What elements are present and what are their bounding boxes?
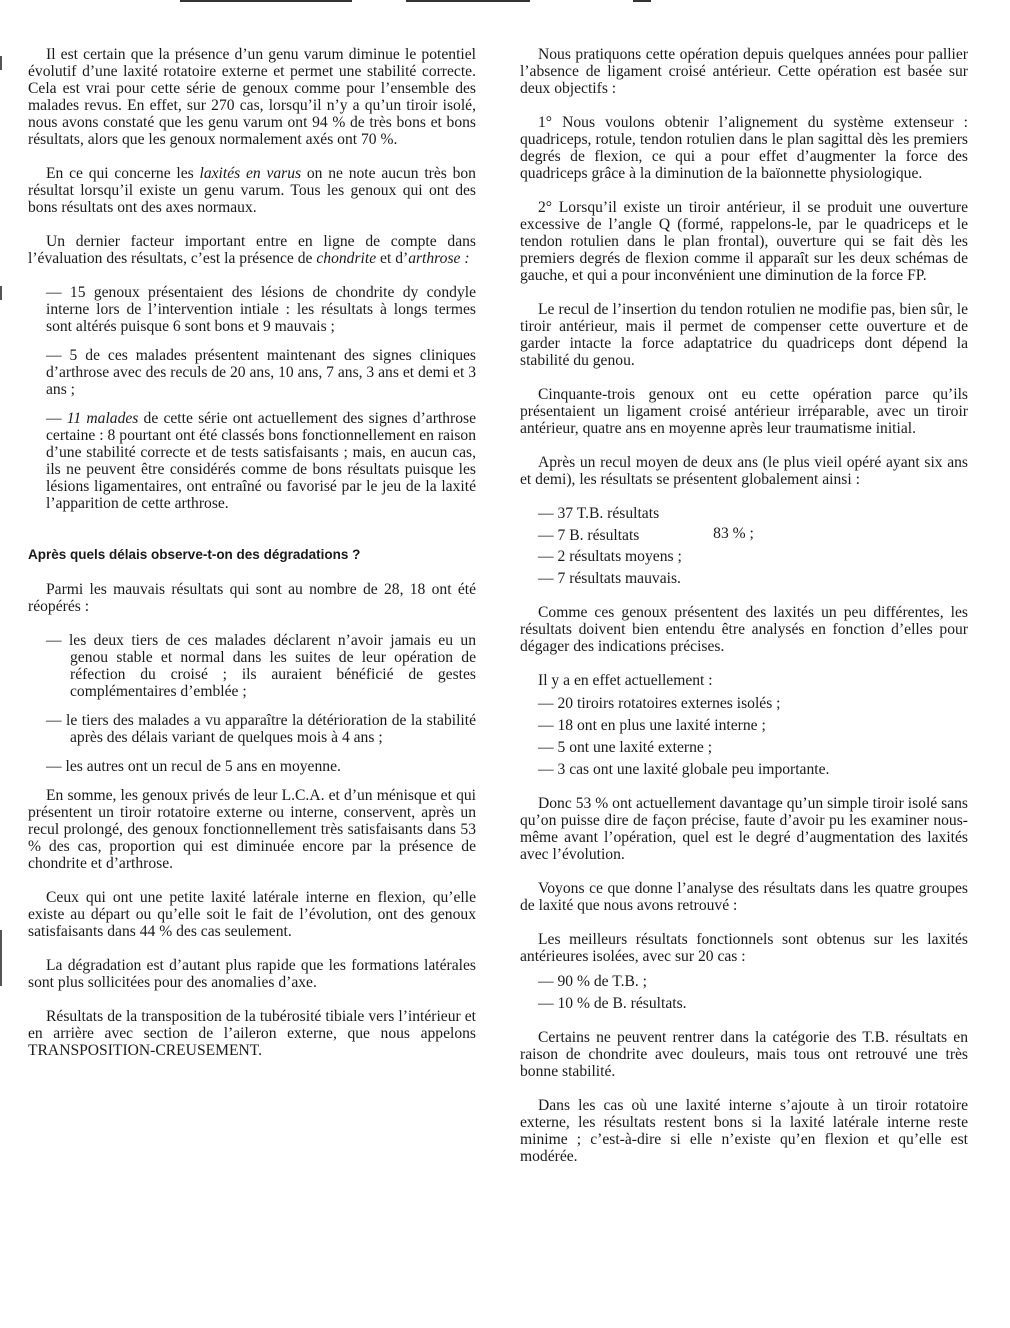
paragraph: Comme ces genoux présentent des laxités un peu différentes, les résultats doivent bien entendu être analysés en fonction d’elles pour dégager des indications précises. [520,604,968,655]
result-tb: — 37 T.B. résultats [538,505,660,522]
top-rule-1 [180,0,352,2]
paragraph: Nous pratiquons cette opération depuis quelques années pour pallier l’absence de ligament croisé antérieur. Cette opération est basée sur deux objectifs : [520,46,968,97]
paragraph: Un dernier facteur important entre en ligne de compte dans l’évaluation des résultats, c’est la présence de chondrite et d’arthrose : [28,233,476,267]
paragraph: Voyons ce que donne l’analyse des résultats dans les quatre groupes de laxité que nous avons retrouvé : [520,880,968,914]
objective-2: 2° Lorsqu’il existe un tiroir antérieur, il se produit une ouverture excessive de l’angle Q (formé, rappelons-le, par le quadriceps et le tendon rotulien dans le plan frontal), ouverture qui se fait dès les premiers degrés de flexion comme il apparaît sur les deux schémas de gauche, et qui a pour inconvénient une diminution de la force FP. [520,199,968,284]
paragraph: En somme, les genoux privés de leur L.C.A. et d’un ménisque et qui présentent un tiroir rotatoire externe ou interne, conservent, après un recul prolongé, des genoux fonctionnellement très satisfaisants dans 53 % des cas, proportion qui est diminuée encore par la présence de chondrite et d’arthrose. [28,787,476,872]
paragraph: Certains ne peuvent rentrer dans la catégorie des T.B. résultats en raison de chondrite avec douleurs, mais tous ont retrouvé une très bonne stabilité. [520,1029,968,1080]
dash-item: — 11 malades de cette série ont actuellement des signes d’arthrose certaine : 8 pourtant ont été classés bons fonctionnellement en raison d’une stabilité correcte et de tests satisfaisants ; mais, en aucun cas, ils ne peuvent être considérés comme de bons résultats puisque les lésions ligamentaires, ont entraîné ou favorisé par le jeu de la laxité l’apparition de cette arthrose. [46,410,476,512]
paragraph: Donc 53 % ont actuellement davantage qu’un simple tiroir isolé sans qu’on puisse dire de façon précise, faute d’avoir pu les examiner nous-même avant l’opération, quel est le degré d’augmentation des laxités avec l’évolution. [520,795,968,863]
results-group [520,505,968,544]
paragraph: Le recul de l’insertion du tendon rotulien ne modifie pas, bien sûr, le tiroir antérieur, mais il permet de compenser cette ouverture et de garder intacte la force adaptatrice du quadriceps dont dépend la stabilité du genou. [520,301,968,369]
paragraph: Cinquante-trois genoux ont eu cette opération parce qu’ils présentaient un ligament croisé antérieur irréparable, avec un tiroir antérieur, quatre ans en moyenne après leur traumatisme initial. [520,386,968,437]
bullet-item: — les deux tiers de ces malades déclarent n’avoir jamais eu un genou stable et normal dans les suites de leur opération de réfection du croisé ; ils auraient bénéficié de gestes complémentaires d’emblée ; [46,632,476,700]
paragraph: Après un recul moyen de deux ans (le plus vieil opéré ayant six ans et demi), les résultats se présentent globalement ainsi : [520,454,968,488]
stat-item: — 10 % de B. résultats. [538,995,687,1012]
paragraph: Ceux qui ont une petite laxité latérale interne en flexion, qu’elle existe au départ ou qu’elle soit le fait de l’évolution, ont des genoux satisfaisants dans 44 % des cas seulement. [28,889,476,940]
paragraph: Parmi les mauvais résultats qui sont au nombre de 28, 18 ont été réopérés : [28,581,476,615]
top-rule-3 [633,0,651,2]
dash-item: — 5 de ces malades présentent maintenant des signes cliniques d’arthrose avec des reculs de 20 ans, 10 ans, 7 ans, 3 ans et demi et 3 ans ; [46,347,476,398]
stat-item: — 90 % de T.B. ; [538,973,648,990]
margin-mark [0,56,2,70]
objective-1: 1° Nous voulons obtenir l’alignement du système extenseur : quadriceps, rotule, tendon rotulien dans le plan sagittal dès les premiers degrés de flexion, ce qui a pour effet d’augmenter la force des quadriceps grâce à la diminution de la baïonnette physiologique. [520,114,968,182]
group-item: — 20 tiroirs rotatoires externes isolés ; [538,695,781,712]
margin-mark [0,930,2,986]
paragraph: Il y a en effet actuellement : [538,672,713,689]
paragraph: Les meilleurs résultats fonctionnels sont obtenus sur les laxités antérieures isolées, avec sur 20 cas : [520,931,968,965]
result-mauvais: — 7 résultats mauvais. [538,570,681,587]
group-item: — 3 cas ont une laxité globale peu importante. [538,761,830,778]
paragraph: Résultats de la transposition de la tubérosité tibiale vers l’intérieur et en arrière avec section de l’aileron externe, que nous appelons TRANSPOSITION-CREUSEMENT. [28,1008,476,1059]
left-column [28,46,476,1076]
dash-item: — 15 genoux présentaient des lésions de chondrite dy condyle interne lors de l’intervention intiale : les résultats à longs termes sont altérés puisque 6 sont bons et 9 mauvais ; [46,284,476,335]
right-column [520,46,968,1182]
section-heading: Après quels délais observe-t-on des dégradations ? [28,547,361,562]
margin-mark [0,286,2,300]
top-rule-2 [406,0,530,2]
group-item: — 18 ont en plus une laxité interne ; [538,717,766,734]
paragraph: Il est certain que la présence d’un genu varum diminue le potentiel évolutif d’une laxité rotatoire externe et permet une stabilité correcte. Cela est vrai pour cette série de genoux comme pour l’ensemble des malades revus. En effet, sur 270 cas, lorsqu’il n’y a qu’un tiroir isolé, nous avons constaté que les genu varum ont 94 % de très bons et bons résultats, alors que les genoux normalement axés ont 70 %. [28,46,476,148]
paragraph: Dans les cas où une laxité interne s’ajoute à un tiroir rotatoire externe, les résultats restent bons si la laxité latérale interne reste minime ; c’est-à-dire si elle n’existe qu’en flexion et qu’elle est modérée. [520,1097,968,1165]
group-item: — 5 ont une laxité externe ; [538,739,713,756]
paragraph: La dégradation est d’autant plus rapide que les formations latérales sont plus sollicitées pour des anomalies d’axe. [28,957,476,991]
result-moyens: — 2 résultats moyens ; [538,548,682,565]
result-sum: 83 % ; [713,525,754,542]
bullet-item: — le tiers des malades a vu apparaître la détérioration de la stabilité après des délais variant de quelques mois à 4 ans ; [46,712,476,746]
bullet-item: — les autres ont un recul de 5 ans en moyenne. [46,758,341,775]
paragraph: En ce qui concerne les laxités en varus on ne note aucun très bon résultat lorsqu’il existe un genu varum. Tous les genoux qui ont des bons résultats ont des axes normaux. [28,165,476,216]
result-b: — 7 B. résultats [538,527,640,544]
